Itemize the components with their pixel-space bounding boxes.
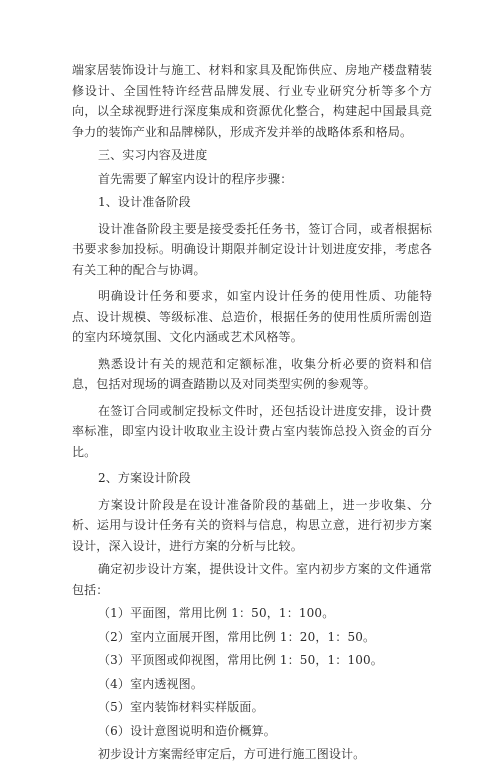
paragraph-intro-continuation: 端家居装饰设计与施工、材料和家具及配饰供应、房地产楼盘精装修设计、全国性特许经营品牌发展、行业专业研究分析等多个方向，以全球视野进行深度集成和资源优化整合，构建起中国最具竞争力的装饰产业和品牌梯队，形成齐发并举的战略体系和格局。 (72, 63, 432, 139)
paragraph-preliminary-documents: 确定初步设计方案，提供设计文件。室内初步方案的文件通常包括： (72, 562, 432, 597)
paragraph-standards-research: 熟悉设计有关的规范和定额标准，收集分析必要的资料和信息，包括对现场的调查踏勘以及对同类型实例的参观等。 (72, 356, 432, 391)
list-item-floor-plan: （1）平面图，常用比例 1：50，1：100。 (98, 606, 335, 620)
list-item-perspective: （4）室内透视图。 (98, 676, 203, 691)
subheading-design-preparation: 1、设计准备阶段 (98, 195, 191, 209)
subheading-scheme-design: 2、方案设计阶段 (98, 471, 191, 485)
list-item-ceiling-plan: （3）平顶图或仰视图，常用比例 1：50，1：100。 (98, 653, 383, 667)
paragraph-scheme-overview: 方案设计阶段是在设计准备阶段的基础上，进一步收集、分析、运用与设计任务有关的资料与信息，构思立意，进行初步方案设计，深入设计，进行方案的分析与比较。 (72, 497, 432, 553)
list-item-design-intent: （6）设计意图说明和造价概算。 (98, 723, 276, 738)
section-heading-internship-content: 三、实习内容及进度 (98, 148, 208, 162)
paragraph-approval-note: 初步设计方案需经审定后，方可进行施工图设计。 (98, 747, 366, 761)
document-body (72, 60, 432, 765)
paragraph-procedure-intro: 首先需要了解室内设计的程序步骤： (98, 171, 293, 186)
list-item-material-samples: （5）室内装饰材料实样版面。 (98, 700, 264, 714)
paragraph-preparation-overview: 设计准备阶段主要是接受委托任务书，签订合同，或者根据标书要求参加投标。明确设计期限并制定设计计划进度安排，考虑各有关工种的配合与协调。 (72, 221, 432, 277)
list-item-elevation: （2）室内立面展开图，常用比例 1：20，1：50。 (98, 629, 376, 644)
paragraph-design-requirements: 明确设计任务和要求，如室内设计任务的使用性质、功能特点、设计规模、等级标准、总造价，根据任务的使用性质所需创造的室内环境氛围、文化内涵或艺术风格等。 (72, 289, 432, 344)
paragraph-contract-fees: 在签订合同或制定投标文件时，还包括设计进度安排，设计费率标准，即室内设计收取业主设计费占室内装饰总投入资金的百分比。 (72, 403, 432, 459)
